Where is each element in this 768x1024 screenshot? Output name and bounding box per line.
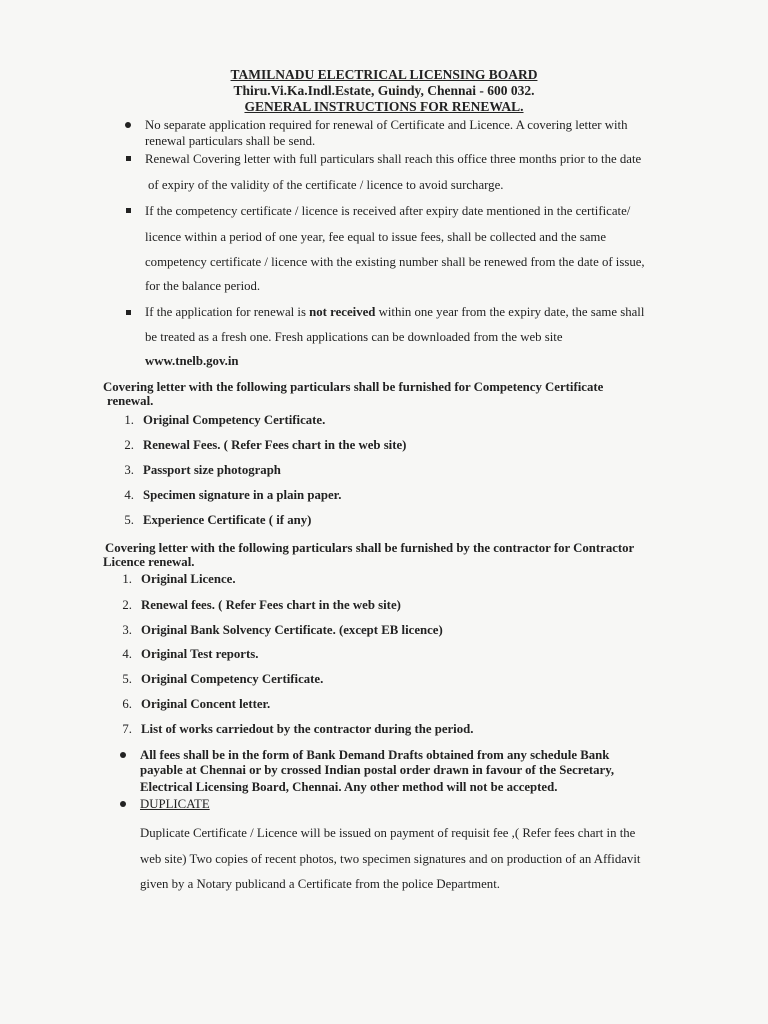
fees-line-1: All fees shall be in the form of Bank Demand Drafts obtained from any schedule Bank xyxy=(140,748,610,762)
duplicate-line-1: Duplicate Certificate / Licence will be issued on payment of requisit fee ,( Refer fees chart in the xyxy=(140,826,636,840)
fees-line-2: payable at Chennai or by crossed Indian postal order drawn in favour of the Secretary, xyxy=(140,763,615,777)
list-item: Original Bank Solvency Certificate. (except EB licence) xyxy=(141,623,443,637)
list-number: 4. xyxy=(124,488,134,502)
competency-heading-line-2: renewal. xyxy=(107,394,154,408)
list-item: Original Competency Certificate. xyxy=(143,413,326,427)
list-item: Passport size photograph xyxy=(143,463,281,477)
list-item: Renewal Fees. ( Refer Fees chart in the web site) xyxy=(143,438,407,452)
list-number: 1. xyxy=(122,572,132,586)
general-item-3-line-3: competency certificate / licence with the existing number shall be renewed from the date of issue, xyxy=(145,255,645,269)
list-number: 5. xyxy=(124,513,134,527)
general-item-1-line-1: No separate application required for renewal of Certificate and Licence. A covering letter with xyxy=(145,118,628,132)
list-number: 2. xyxy=(124,438,134,452)
bullet-square-icon xyxy=(126,156,131,161)
bullet-dot-icon xyxy=(120,801,126,807)
bullet-square-icon xyxy=(126,310,131,315)
list-number: 4. xyxy=(122,647,132,661)
bullet-square-icon xyxy=(126,208,131,213)
contractor-heading-line-2: Licence renewal. xyxy=(103,555,195,569)
website-link[interactable]: www.tnelb.gov.in xyxy=(145,354,239,368)
duplicate-heading: DUPLICATE xyxy=(140,797,210,811)
list-item: Specimen signature in a plain paper. xyxy=(143,488,342,502)
duplicate-line-3: given by a Notary publicand a Certificate from the police Department. xyxy=(140,877,500,891)
general-item-4-line-1: If the application for renewal is not received within one year from the expiry date, the same shall xyxy=(145,305,645,319)
general-item-2-line-1: Renewal Covering letter with full particulars shall reach this office three months prior to the date xyxy=(145,152,642,166)
document-header xyxy=(0,67,768,115)
list-number: 3. xyxy=(122,623,132,637)
list-number: 1. xyxy=(124,413,134,427)
general-item-4-line-2: be treated as a fresh one. Fresh applications can be downloaded from the web site xyxy=(145,330,563,344)
document-title: GENERAL INSTRUCTIONS FOR RENEWAL. xyxy=(244,99,524,114)
list-item: Original Test reports. xyxy=(141,647,259,661)
fees-line-3: Electrical Licensing Board, Chennai. Any other method will not be accepted. xyxy=(140,780,558,794)
list-item: List of works carriedout by the contractor during the period. xyxy=(141,722,474,736)
list-number: 6. xyxy=(122,697,132,711)
list-item: Renewal fees. ( Refer Fees chart in the web site) xyxy=(141,598,401,612)
list-number: 3. xyxy=(124,463,134,477)
general-item-2-line-2: of expiry of the validity of the certificate / licence to avoid surcharge. xyxy=(148,178,504,192)
list-item: Original Competency Certificate. xyxy=(141,672,324,686)
general-item-3-line-1: If the competency certificate / licence is received after expiry date mentioned in the certificate/ xyxy=(145,204,631,218)
general-item-3-line-2: licence within a period of one year, fee equal to issue fees, shall be collected and the same xyxy=(145,230,607,244)
list-number: 7. xyxy=(122,722,132,736)
not-received-emphasis: not received xyxy=(309,305,376,319)
list-number: 2. xyxy=(122,598,132,612)
bullet-dot-icon xyxy=(120,752,126,758)
list-item: Experience Certificate ( if any) xyxy=(143,513,312,527)
general-item-3-line-4: for the balance period. xyxy=(145,279,261,293)
board-address: Thiru.Vi.Ka.Indl.Estate, Guindy, Chennai - 600 032. xyxy=(233,83,535,98)
general-item-1-line-2: renewal particulars shall be send. xyxy=(145,134,316,148)
competency-heading-line-1: Covering letter with the following particulars shall be furnished for Competency Certificate xyxy=(103,380,604,394)
list-item: Original Concent letter. xyxy=(141,697,271,711)
contractor-heading-line-1: Covering letter with the following particulars shall be furnished by the contractor for Contractor xyxy=(105,541,635,555)
board-name: TAMILNADU ELECTRICAL LICENSING BOARD xyxy=(230,67,538,82)
list-item: Original Licence. xyxy=(141,572,236,586)
bullet-dot-icon xyxy=(125,122,131,128)
duplicate-line-2: web site) Two copies of recent photos, two specimen signatures and on production of an Affidavit xyxy=(140,852,641,866)
list-number: 5. xyxy=(122,672,132,686)
